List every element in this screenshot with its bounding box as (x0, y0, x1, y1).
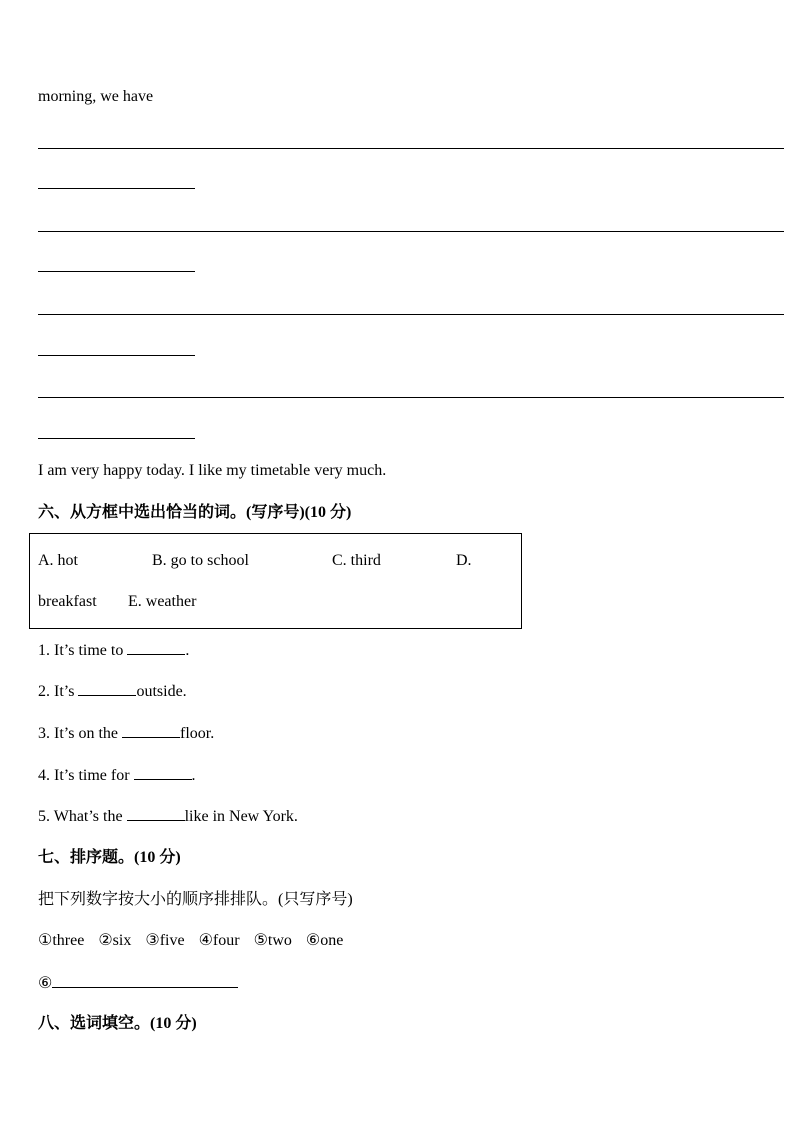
writing-line[interactable] (38, 355, 195, 356)
answer-blank[interactable] (134, 765, 192, 780)
option-a: A. hot (38, 552, 78, 569)
question-text: 4. It’s time for (38, 767, 134, 784)
answer-blank[interactable] (52, 973, 238, 988)
option-d-word: breakfast (38, 593, 97, 610)
question-text: . (191, 767, 196, 784)
writing-line[interactable] (38, 314, 784, 315)
writing-line[interactable] (38, 438, 195, 439)
question-text: outside. (136, 683, 187, 700)
answer-blank[interactable] (78, 681, 136, 696)
word-box (29, 533, 522, 629)
question-4 (38, 765, 196, 786)
question-1 (38, 640, 189, 661)
section-7-title: 七、排序题。(10 分) (38, 849, 181, 866)
order-answer (38, 973, 238, 994)
writing-line[interactable] (38, 231, 784, 232)
option-d: D. (456, 552, 472, 569)
question-2 (38, 681, 187, 702)
question-text: 5. What’s the (38, 808, 127, 825)
question-3 (38, 723, 214, 744)
list-item: ①three (38, 932, 85, 949)
writing-line[interactable] (38, 271, 195, 272)
question-5 (38, 806, 298, 827)
question-text: 1. It’s time to (38, 642, 128, 659)
answer-start: ⑥ (38, 975, 53, 992)
list-item: ⑤two (253, 932, 292, 949)
list-item: ④four (198, 932, 240, 949)
list-item: ②six (98, 932, 132, 949)
answer-blank[interactable] (127, 640, 185, 655)
section-6-title: 六、从方框中选出恰当的词。(写序号)(10 分) (38, 504, 352, 521)
list-item: ⑥one (305, 932, 344, 949)
option-c: C. third (332, 552, 381, 569)
writing-line[interactable] (38, 397, 784, 398)
question-text: floor. (180, 725, 215, 742)
passage-closing: I am very happy today. I like my timetable very much. (38, 462, 387, 479)
section-7-instruction: 把下列数字按大小的顺序排排队。(只写序号) (38, 891, 353, 908)
question-text: . (185, 642, 190, 659)
answer-blank[interactable] (122, 723, 180, 738)
passage-text: morning, we have (38, 88, 154, 105)
question-text: 3. It’s on the (38, 725, 122, 742)
question-text: like in New York. (184, 808, 298, 825)
list-item: ③five (145, 932, 185, 949)
writing-line[interactable] (38, 188, 195, 189)
question-text: 2. It’s (38, 683, 79, 700)
option-b: B. go to school (152, 552, 249, 569)
number-list (38, 931, 343, 951)
writing-line[interactable] (38, 148, 784, 149)
section-8-title: 八、选词填空。(10 分) (38, 1015, 197, 1032)
answer-blank[interactable] (127, 806, 185, 821)
option-e: E. weather (128, 593, 197, 610)
